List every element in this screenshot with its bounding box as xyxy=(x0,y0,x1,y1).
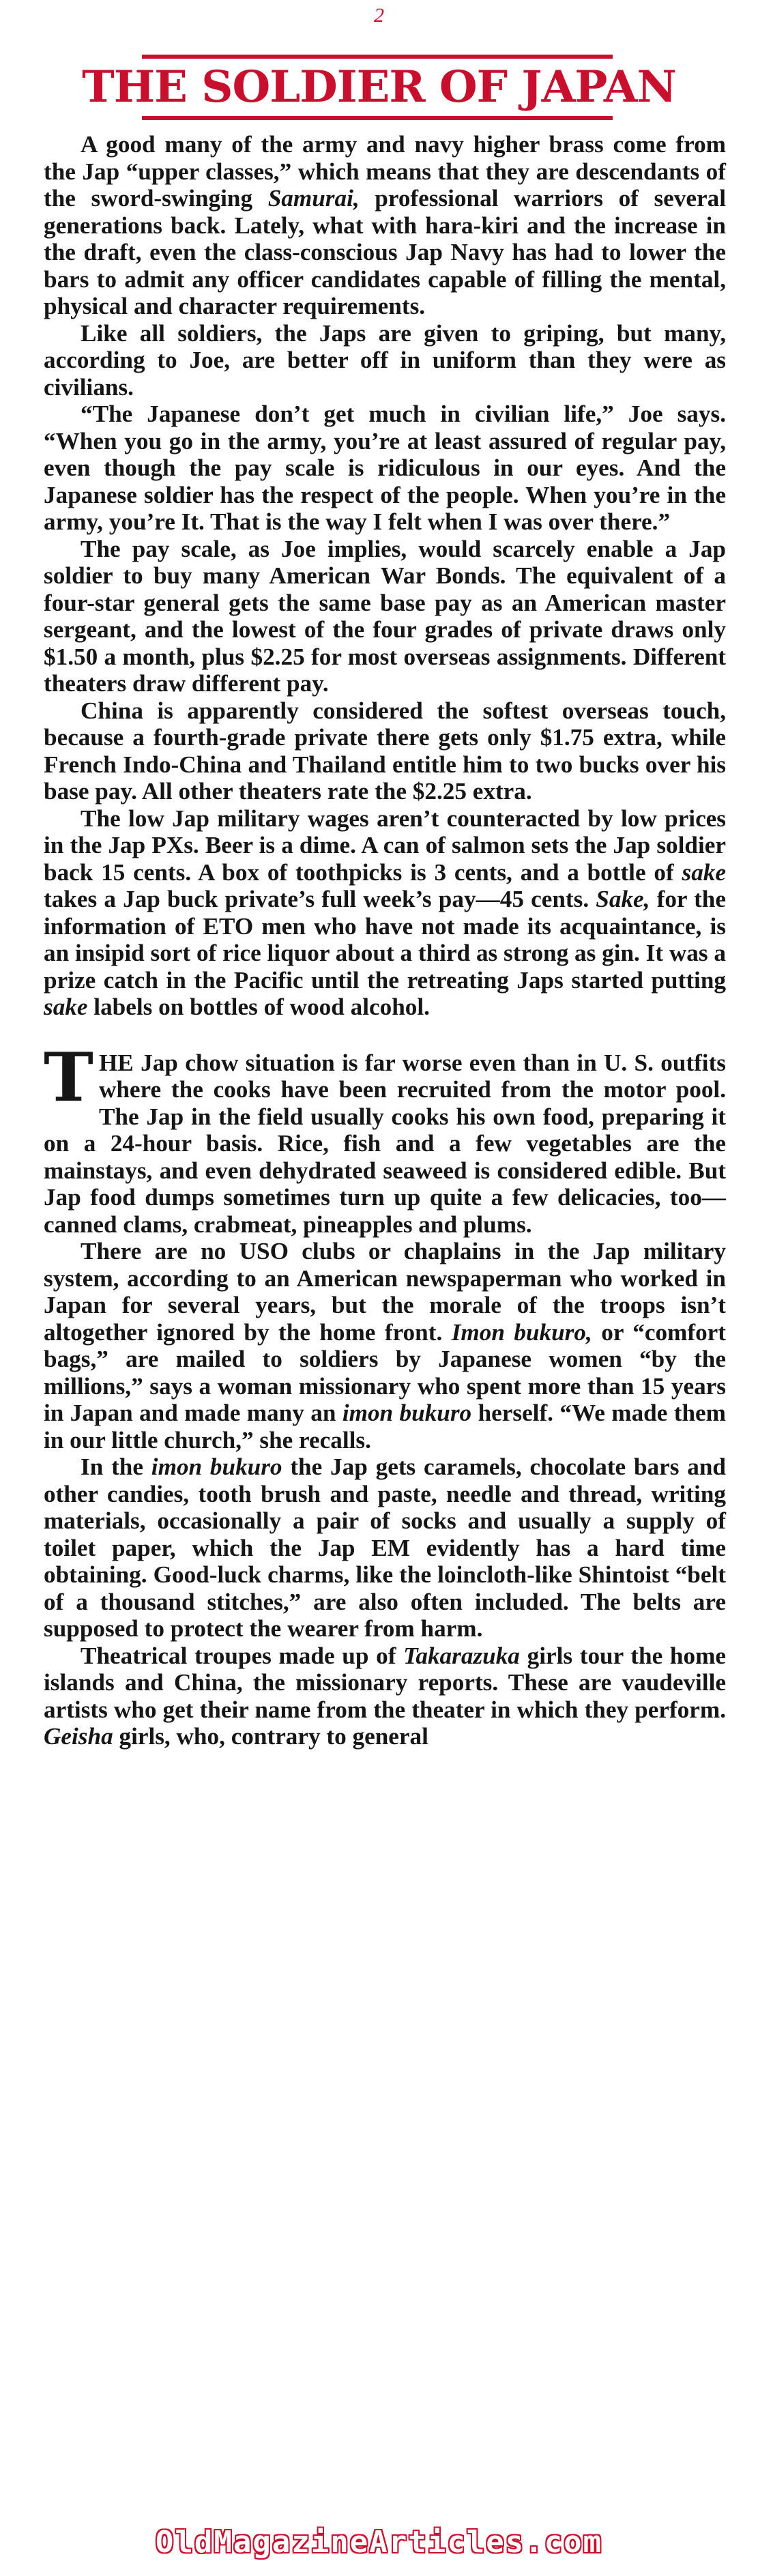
paragraph-7: THE Jap chow situation is far worse even than in U. S. outfits where the cooks have been recruited from the motor pool. The Jap in the field usually cooks his own food, preparing it on a 24-hour basis. Rice, fish and a few vegetables are the mainstays, and even dehydrated seaweed is considered edible. But Jap food dumps sometimes turn up quite a few delicacies, too—canned clams, crabmeat, pineapples and plums. xyxy=(44,1038,726,1238)
paragraph-5: China is apparently considered the softest overseas touch, because a fourth-grade private there gets only $1.75 extra, while French Indo-China and Thailand entitle him to two bucks over his base pay. All other theaters rate the $2.25 extra. xyxy=(44,697,726,805)
site-watermark: OldMagazineArticles.com xyxy=(155,2525,603,2560)
paragraph-8: There are no USO clubs or chaplains in the Jap military system, according to an American newspaperman who worked in Japan for several years, but the morale of the troops isn’t altogether ignored by the home front. Imon bukuro, or “comfort bags,” are mailed to soldiers by Japanese women “by the millions,” says a woman missionary who spent more than 15 years in Japan and made many an imon bukuro herself. “We made them in our little church,” she recalls. xyxy=(44,1238,727,1453)
paragraph-2: Like all soldiers, the Japs are given to griping, but many, according to Joe, are better off in uniform than they were as civilians. xyxy=(44,319,726,401)
page-title: THE SOLDIER OF JAPAN xyxy=(82,61,676,113)
paragraph-10: Theatrical troupes made up of Takarazuka girls tour the home islands and China, the missionary reports. These are vaudeville artists who get their name from the theater in which they perform. Geisha girls, who, contrary to general xyxy=(44,1642,726,1750)
paragraph-6: The low Jap military wages aren’t counteracted by low prices in the Jap PXs. Beer is a dime. A can of salmon sets the Jap soldier back 15 cents. A box of toothpicks is 3 cents, and a bottle of sake takes a Jap buck private’s full week’s pay—45 cents. Sake, for the information of ETO men who have not made its acquaintance, is an insipid sort of rice liquor about a third as strong as gin. It was a prize catch in the Pacific until the retreating Japs started putting sake labels on bottles of wood alcohol. xyxy=(44,805,726,1020)
paragraph-4: The pay scale, as Joe implies, would scarcely enable a Jap soldier to buy many American War Bonds. The equivalent of a four-star general gets the same base pay as an American master sergeant, and the lowest of the four grades of private draws only $1.50 a month, plus $2.25 for most overseas assignments. Different theaters draw different pay. xyxy=(44,535,726,697)
paragraph-9: In the imon bukuro the Jap gets caramels, chocolate bars and other candies, tooth brush and paste, needle and thread, writing materials, occasionally a pair of socks and usually a supply of toilet paper, which the Jap EM evidently has a hard time obtaining. Good-luck charms, like the loincloth-like Shintoist “belt of a thousand stitches,” are also often included. The belts are supposed to protect the wearer from harm. xyxy=(44,1453,726,1642)
headline-rule-bottom xyxy=(142,116,613,120)
drop-cap: T xyxy=(44,1038,93,1117)
page-number: 2 xyxy=(374,4,384,27)
paragraph-1: A good many of the army and navy higher brass come from the Jap “upper classes,” which means that they are descendants of the sword-swinging Samurai, professional warriors of several generations back. Lately, what with hara-kiri and the increase in the draft, even the class-conscious Jap Navy has had to lower the bars to admit any officer candidates capable of filling the mental, physical and character requirements. xyxy=(44,131,726,319)
headline-rule-top xyxy=(142,55,613,59)
article-body xyxy=(44,131,726,1750)
paragraph-3: “The Japanese don’t get much in civilian life,” Joe says. “When you go in the army, you’re at least assured of regular pay, even though the pay scale is ridiculous in our eyes. And the Japanese soldier has the respect of the people. When you’re in the army, you’re It. That is the way I felt when I was over there.” xyxy=(44,401,726,535)
